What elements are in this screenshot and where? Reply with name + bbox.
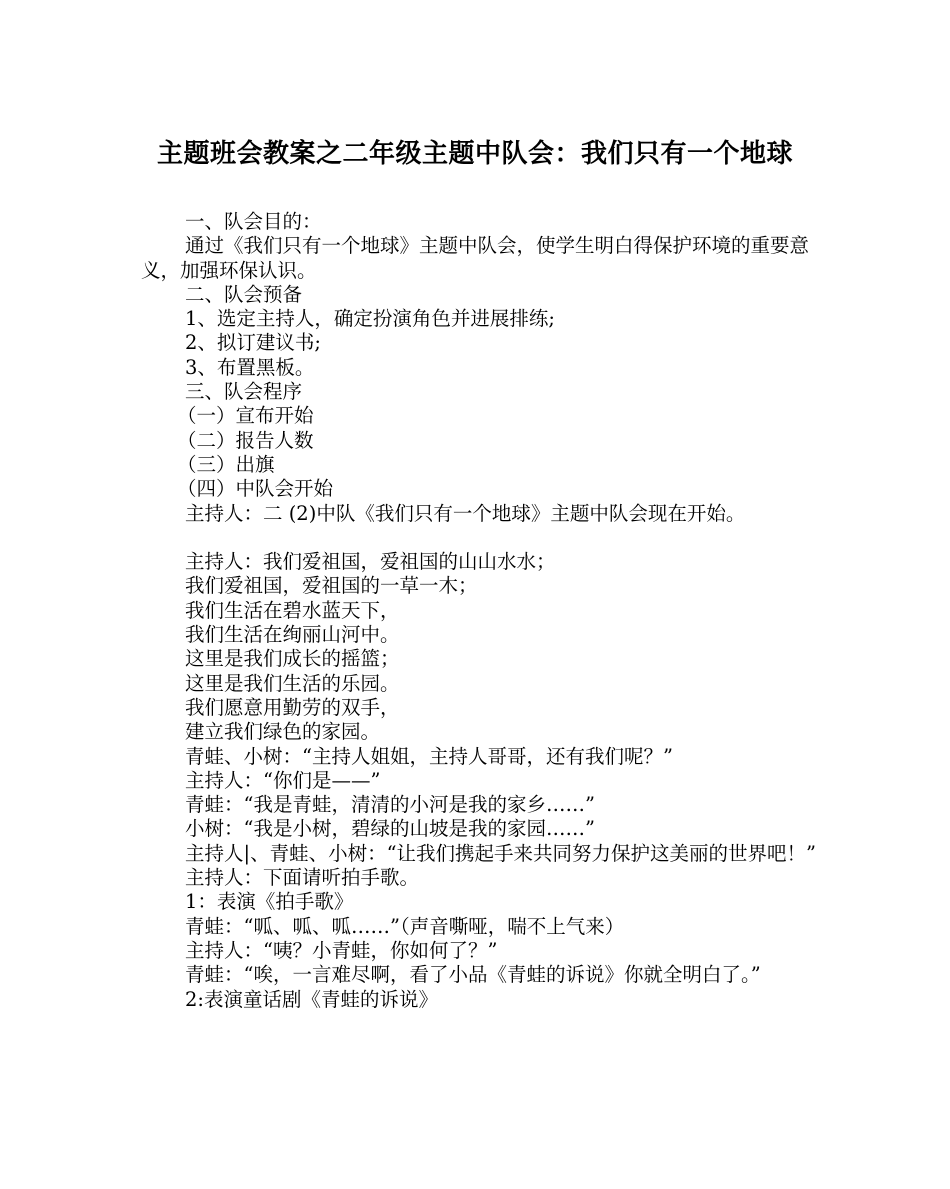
poem-line: 我们生活在碧水蓝天下， xyxy=(185,598,400,622)
list-item: （三）出旗 xyxy=(177,452,275,476)
blank-line xyxy=(141,526,821,550)
list-item: （二）报告人数 xyxy=(177,428,314,452)
poem-line: 建立我们绿色的家园。 xyxy=(185,720,381,744)
poem-line: 这里是我们生活的乐园。 xyxy=(185,671,400,695)
section-heading-preparation: 二、队会预备 xyxy=(185,282,303,306)
dialogue-line: 主持人：二 (2)中队《我们只有一个地球》主题中队会现在开始。 xyxy=(185,501,746,525)
program-item: 1：表演《拍手歌》 xyxy=(185,890,354,914)
dialogue-line: 青蛙：“唉，一言难尽啊，看了小品《青蛙的诉说》你就全明白了。” xyxy=(185,963,761,987)
list-item: 3、布置黑板。 xyxy=(185,355,315,379)
dialogue-line: 主持人：“咦？小青蛙，你如何了？” xyxy=(185,938,498,962)
list-item: 1、选定主持人，确定扮演角色并进展排练; xyxy=(185,307,555,331)
list-item: （四）中队会开始 xyxy=(177,477,334,501)
dialogue-line: 主持人|、青蛙、小树：“让我们携起手来共同努力保护这美丽的世界吧！” xyxy=(185,841,817,865)
document-body xyxy=(141,210,821,1012)
dialogue-line: 主持人：下面请听拍手歌。 xyxy=(185,866,420,890)
poem-line: 这里是我们成长的摇篮； xyxy=(185,647,400,671)
paragraph-purpose: 通过《我们只有一个地球》主题中队会，使学生明白得保护环境的重要意义，加强环保认识。 xyxy=(141,234,810,282)
section-heading-purpose: 一、队会目的： xyxy=(185,210,322,233)
poem-line: 我们愿意用勤劳的双手， xyxy=(185,695,400,719)
dialogue-line: 主持人：“你们是——” xyxy=(185,768,381,792)
dialogue-line: 小树：“我是小树，碧绿的山坡是我的家园……” xyxy=(185,817,595,841)
poem-line: 我们生活在绚丽山河中。 xyxy=(185,623,400,647)
dialogue-line: 青蛙、小树：“主持人姐姐，主持人哥哥，还有我们呢？” xyxy=(185,744,673,768)
dialogue-line: 青蛙：“呱、呱、呱……”（声音嘶哑，喘不上气来） xyxy=(185,914,625,938)
poem-line: 我们爱祖国，爱祖国的一草一木； xyxy=(185,574,478,598)
list-item: （一）宣布开始 xyxy=(177,404,314,428)
dialogue-line: 主持人：我们爱祖国，爱祖国的山山水水； xyxy=(185,550,556,574)
document-title: 主题班会教案之二年级主题中队会：我们只有一个地球 xyxy=(156,139,793,169)
program-item: 2:表演童话剧《青蛙的诉说》 xyxy=(185,987,438,1011)
section-heading-procedure: 三、队会程序 xyxy=(185,380,303,404)
list-item: 2、拟订建议书; xyxy=(185,331,321,355)
dialogue-line: 青蛙：“我是青蛙，清清的小河是我的家乡……” xyxy=(185,793,595,817)
